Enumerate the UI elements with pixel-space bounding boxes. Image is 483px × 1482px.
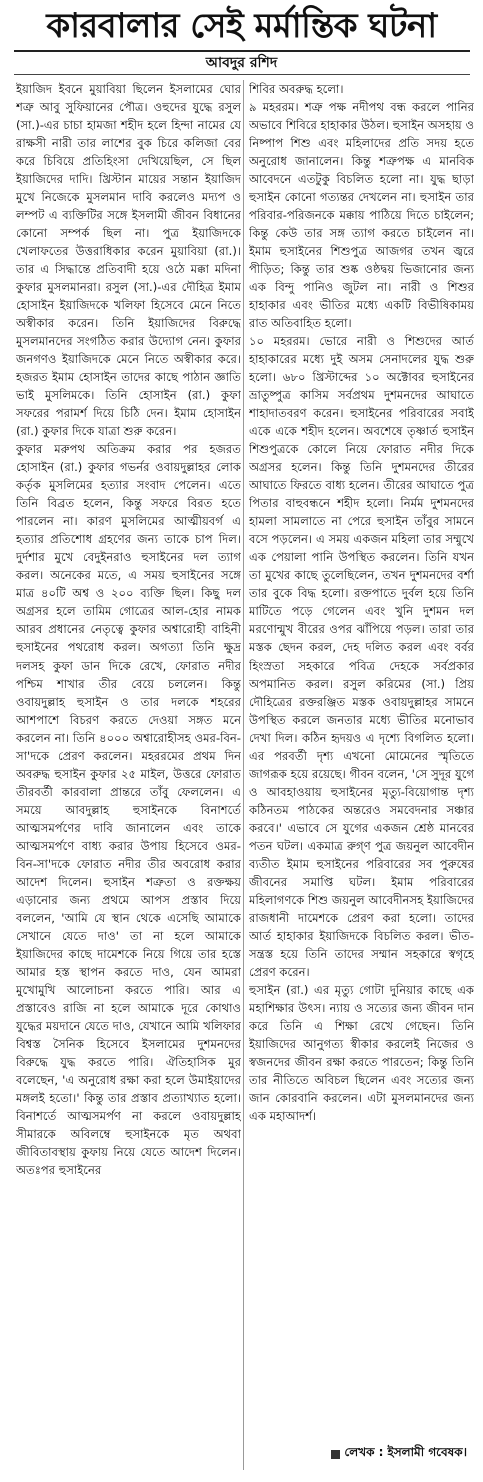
byline-rule bbox=[14, 74, 470, 75]
paragraph: কুফার মরুপথ অতিক্রম করার পর হজরত হোসাইন (রা.) কুফার গভর্নর ওবায়দুল্লাহর লোক কর্তৃক মুসলিমের হত্যার সংবাদ পেলেন। এতে তিনি বিব্রত হলেন, কিন্তু সফরে বিরত হতে পারলেন না। কারণ মুসলিমের আত্মীয়বর্গ এ হত্যার প্রতিশোধ গ্রহণের জন্য তাকে চাপ দিল। দুর্দশার মুখে বেদুইনরাও হুসাইনের দল ত্যাগ করল। অনেকের মতে, এ সময় হুসাইনের সঙ্গে মাত্র ৪০টি অশ্ব ও ২০০ ব্যক্তি ছিল। কিছু দল অগ্রসর হলে তামিম গোত্রের আল-হোর নামক আরব প্রধানের নেতৃত্বে কুফার অশ্বারোহী বাহিনী হুসাইনের পথরোধ করল। অগত্যা তিনি ক্ষুদ্র দলসহ কুফা ডান দিকে রেখে, ফোরাত নদীর পশ্চিম শাখার তীর বেয়ে চললেন। কিন্তু ওবায়দুল্লাহ হুসাইন ও তার দলকে শহরের আশপাশে বিচরণ করতে দেওয়া সঙ্গত মনে করলেন না। তিনি ৪০০০ অশ্বারোহীসহ ওমর-বিন-সা'দকে প্রেরণ করলেন। মহররমের প্রথম দিন অবরুদ্ধ হুসাইন কুফার ২৫ মাইল, উত্তরে ফোরাত তীরবর্তী কারবালা প্রান্তরে তাঁবু ফেললেন। এ সময়ে আবদুল্লাহ হুসাইনকে বিনাশর্তে আত্মসমর্পণের দাবি জানালেন এবং তাকে আত্মসমর্পণে বাধ্য করার উপায় হিসেবে ওমর-বিন-সা'দকে ফোরাত নদীর তীর অবরোধ করার আদেশ দিলেন। হুসাইন শত্রুতা ও রক্তক্ষয় এড়ানোর জন্য প্রথমে আপস প্রস্তাব দিয়ে বললেন, 'আমি যে স্থান থেকে এসেছি আমাকে সেখানে যেতে দাও' তা না হলে আমাকে ইয়াজিদের কাছে দামেশকে নিয়ে গিয়ে তার হস্তে আমার হস্ত স্থাপন করতে দাও, যেন আমরা মুখোমুখি আলোচনা করতে পারি। আর এ প্রস্তাবেও রাজি না হলে আমাকে দূরে কোথাও যুদ্ধের ময়দানে যেতে দাও, যেখানে আমি খলিফার বিশ্বস্ত সৈনিক হিসেবে ইসলামের দুশমনদের বিরুদ্ধে যুদ্ধ করতে পারি। ঐতিহাসিক মুর বলেছেন, 'এ অনুরোধ রক্ষা করা হলে উমাইয়াদের মঙ্গলই হতো।' কিন্তু তার প্রস্তাব প্রত্যাখ্যাত হলো। বিনাশর্তে আত্মসমর্পণ না করলে ওবায়দুল্লাহ সীমারকে অবিলম্বে হুসাইনকে মৃত অথবা জীবিতাবস্থায় কুফায় নিয়ে যেতে আদেশ দিলেন। অতঃপর হুসাইনের bbox=[16, 442, 241, 1177]
left-column bbox=[16, 80, 241, 1476]
title-rule bbox=[14, 50, 470, 52]
article-title: কারবালার সেই মর্মান্তিক ঘটনা bbox=[46, 6, 437, 46]
author-note-label: লেখক : bbox=[344, 1445, 384, 1459]
paragraph: হুসাইন (রা.) এর মৃত্যু গোটা দুনিয়ার কাছে এক মহাশিক্ষার উৎস। ন্যায় ও সত্যের জন্য জীবন দান করে তিনি এ শিক্ষা রেখে গেছেন। তিনি ইয়াজিদের আনুগত্য স্বীকার করলেই নিজের ও স্বজনদের জীবন রক্ষা করতে পারতেন; কিন্তু তিনি তার নীতিতে অবিচল ছিলেন এবং সত্যের জন্য জান কোরবানি করলেন। এটা মুসলমানদের জন্য এক মহাআদর্শ। bbox=[249, 982, 474, 1123]
article-byline: আবদুর রশিদ bbox=[205, 55, 278, 71]
paragraph: ১০ মহররম। ভোরে নারী ও শিশুদের আর্ত হাহাকারের মধ্যে দুই অসম সেনাদলের যুদ্ধ শুরু হলো। ৬৮০ খ্রিস্টাব্দের ১০ অক্টোবর হুসাইনের ভ্রাতুষ্পুত্র কাসিম সর্বপ্রথম দুশমনদের আঘাতে শাহাদাতবরণ করেন। হুসাইনের পরিবারের সবাই একে একে শহীদ হলেন। অবশেষে তৃষ্ণার্ত হুসাইন শিশুপুত্রকে কোলে নিয়ে ফোরাত নদীর দিকে অগ্রসর হলেন। কিন্তু তিনি দুশমনদের তীরের আঘাতে ফিরতে বাধ্য হলেন। তীরের আঘাতে পুত্র পিতার বাহুবন্ধনে শহীদ হলো। নির্মম দুশমনদের হামলা সামলাতে না পেরে হুসাইন তাঁবুর সামনে বসে পড়লেন। এ সময় একজন মহিলা তার সম্মুখে এক পেয়ালা পানি উপস্থিত করলেন। তিনি যখন তা মুখের কাছে তুলেছিলেন, তখন দুশমনদের বর্শা তার বুকে বিদ্ধ হলো। রক্তপাতে দুর্বল হয়ে তিনি মাটিতে পড়ে গেলেন এবং খুনি দুশমন দল মরণোন্মুখ বীরের ওপর ঝাঁপিয়ে পড়ল। তারা তার মস্তক ছেদন করল, দেহ দলিত করল এবং বর্বর হিংস্রতা সহকারে পবিত্র দেহকে সর্বপ্রকার অপমানিত করল। রসুল করিমের (সা.) প্রিয় দৌহিত্রের রক্তরঞ্জিত মস্তক ওবায়দুল্লাহর সামনে উপস্থিত করলে জনতার মধ্যে ভীতির মনোভাব দেখা দিল। কঠিন হৃদয়ও এ দৃশ্যে বিগলিত হলো। এর পরবর্তী দৃশ্য এখনো মোমেনের স্মৃতিতে জাগরূক হয়ে রয়েছে। গীবন বলেন, 'সে সুদূর যুগে ও আবহাওয়ায় হুসাইনের মৃত্যু-বিয়োগান্ত দৃশ্য কঠিনতম পাঠকের অন্তরেও সমবেদনার সঞ্চার করবে।' এভাবে সে যুগের একজন শ্রেষ্ঠ মানবের পতন ঘটল। একমাত্র রুগ্ণ পুত্র জয়নুল আবেদীন ব্যতীত ইমাম হুসাইনের পরিবারের সব পুরুষের জীবনের সমাপ্তি ঘটল। ইমাম পরিবারের মহিলাগণকে শিশু জয়নুল আবেদীনসহ ইয়াজিদের রাজধানী দামেশকে প্রেরণ করা হলো। তাদের আর্ত হাহাকার ইয়াজিদকে বিচলিত করল। ভীত-সন্ত্রস্ত হয়ে তিনি তাদের সম্মান সহকারে স্বগৃহে প্রেরণ করেন। bbox=[249, 334, 474, 979]
author-note-value: ইসলামী গবেষক। bbox=[387, 1445, 467, 1459]
paragraph: ৯ মহররম। শত্রু পক্ষ নদীপথ বন্ধ করলে পানির অভাবে শিবিরে হাহাকার উঠল। হুসাইন অসহায় ও নিষ্পাপ শিশু এবং মহিলাদের প্রতি সদয় হতে অনুরোধ জানালেন। কিন্তু শত্রুপক্ষ এ মানবিক আবেদনে এতটুকু বিচলিত হলো না। যুদ্ধ ছাড়া হুসাইন কোনো গত্যন্তর দেখলেন না। হুসাইন তার পরিবার-পরিজনকে মক্কায় পাঠিয়ে দিতে চাইলেন; কিন্তু কেউ তার সঙ্গ ত্যাগ করতে চাইলেন না। ইমাম হুসাইনের শিশুপুত্র আজগর তখন জ্বরে পীড়িত; কিন্তু তার শুষ্ক ওষ্ঠদ্বয় ভিজানোর জন্য এক বিন্দু পানিও জুটল না। নারী ও শিশুর হাহাকার এবং ভীতির মধ্যে একটি বিভীষিকাময় রাত অতিবাহিত হলো। bbox=[249, 100, 474, 331]
paragraph: শিবির অবরুদ্ধ হলো। bbox=[249, 82, 344, 96]
right-column bbox=[249, 80, 474, 1410]
author-note bbox=[331, 1444, 467, 1464]
paragraph: ইয়াজিদ ইবনে মুয়াবিয়া ছিলেন ইসলামের ঘোর শত্রু আবু সুফিয়ানের পৌত্র। ওহুদের যুদ্ধে রসুল (সা.)-এর চাচা হামজা শহীদ হলে হিন্দা নামের যে রাক্ষসী নারী তার লাশের বুক চিরে কলিজা বের করে চিবিয়ে প্রতিহিংসা দেখিয়েছিল, সে ছিল ইয়াজিদের দাদি। খ্রিস্টান মায়ের সন্তান ইয়াজিদ মুখে নিজেকে মুসলমান দাবি করলেও মদ্যপ ও লম্পট এ ব্যক্তিটির সঙ্গে ইসলামী জীবন বিধানের কোনো সম্পর্ক ছিল না। পুত্র ইয়াজিদকে খেলাফতের উত্তরাধিকার করেন মুয়াবিয়া (রা.)। তার এ সিদ্ধান্তে প্রতিবাদী হয়ে ওঠে মক্কা মদিনা কুফার মুসলমানরা। রসুল (সা.)-এর দৌহিত্র ইমাম হোসাইন ইয়াজিদকে খলিফা হিসেবে মেনে নিতে অস্বীকার করেন। তিনি ইয়াজিদের বিরুদ্ধে মুসলমানদের সংগঠিত করার উদ্যোগ নেন। কুফার জনগণও ইয়াজিদকে মেনে নিতে অস্বীকার করে। হজরত ইমাম হোসাইন তাদের কাছে পাঠান জ্ঞাতি ভাই মুসলিমকে। তিনি হোসাইন (রা.) কুফা সফরের পরামর্শ দিয়ে চিঠি দেন। ইমাম হোসাইন (রা.) কুফার দিকে যাত্রা শুরু করেন। bbox=[16, 82, 241, 439]
column-divider bbox=[243, 80, 244, 1470]
square-bullet-icon bbox=[331, 1450, 340, 1459]
